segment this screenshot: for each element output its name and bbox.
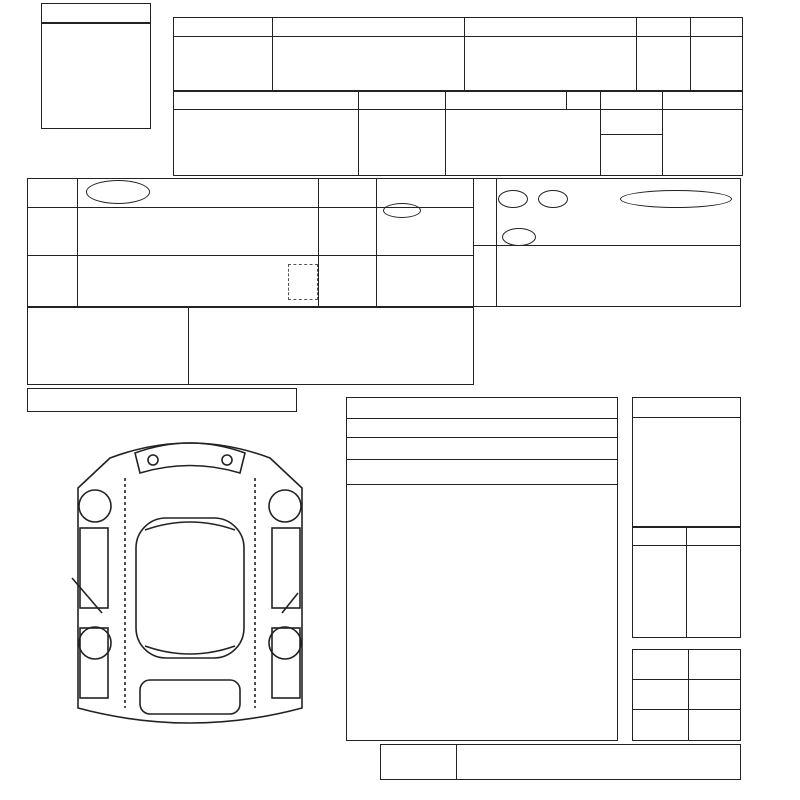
equip-pw-circle — [538, 190, 568, 208]
recycle-box — [27, 388, 297, 412]
history-option-private — [86, 180, 150, 204]
chassis-box — [380, 744, 741, 780]
vehicle-info-grid — [173, 17, 743, 176]
equip-ab-circle — [620, 190, 732, 208]
repair-grid — [27, 307, 474, 385]
shift-opt-panel-circle — [383, 203, 421, 218]
tools-box — [632, 649, 741, 741]
inspector-box — [346, 397, 618, 741]
equip-abs-circle — [502, 228, 536, 246]
car-damage-diagram — [40, 418, 340, 748]
mileage-mile-box — [288, 264, 318, 300]
equip-ps-circle — [498, 190, 528, 208]
